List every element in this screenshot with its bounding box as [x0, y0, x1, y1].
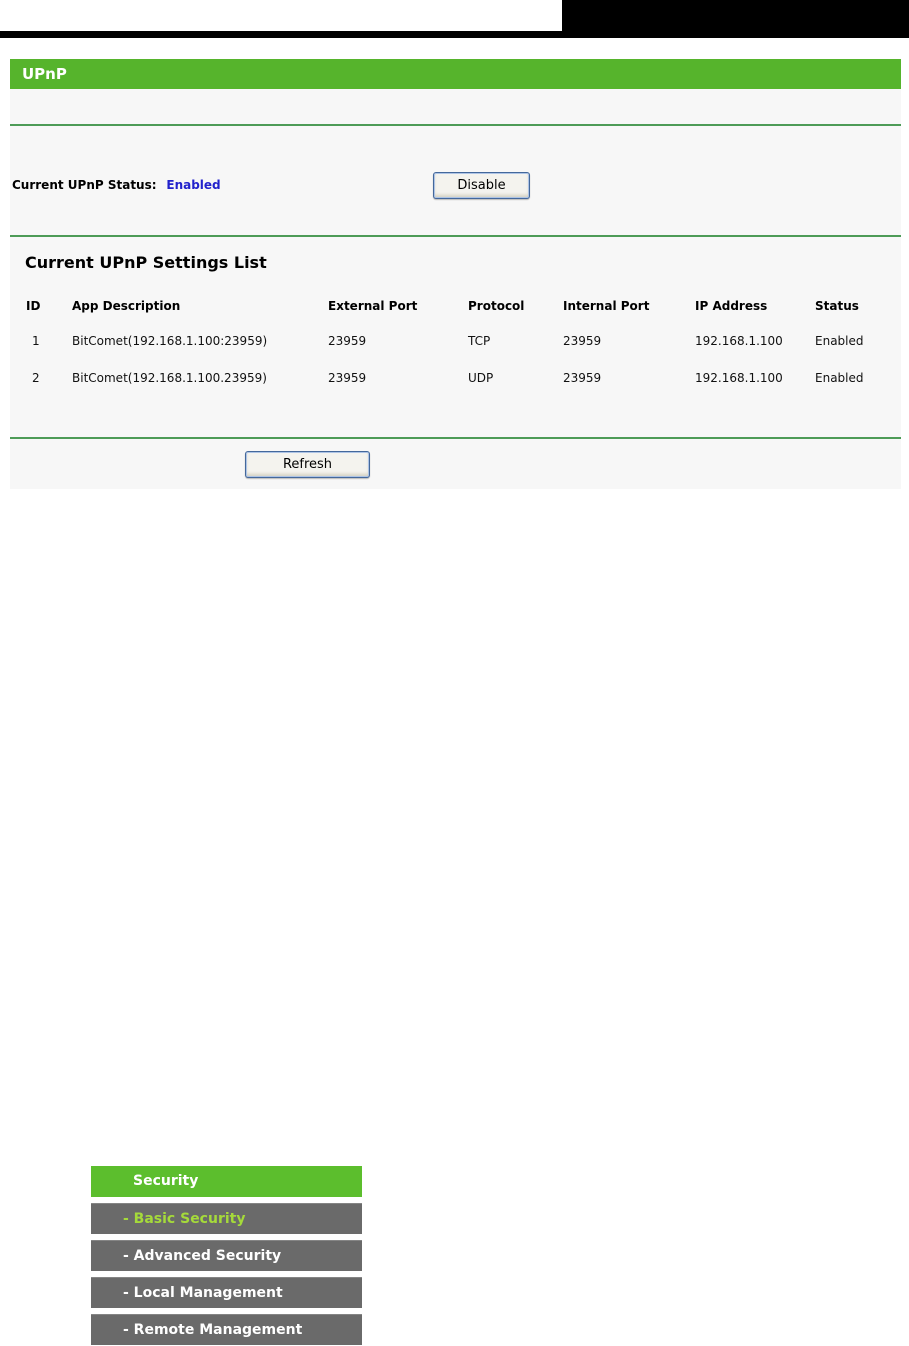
settings-list-heading: Current UPnP Settings List: [25, 253, 267, 272]
cell-id: 2: [32, 371, 40, 385]
cell-protocol: UDP: [468, 371, 494, 385]
section-title: UPnP: [22, 65, 67, 83]
refresh-button[interactable]: Refresh: [245, 451, 370, 478]
column-header-external-port: External Port: [328, 299, 418, 313]
menu-item-security[interactable]: Security: [91, 1166, 362, 1197]
cell-ip-address: 192.168.1.100: [695, 334, 783, 348]
menu-item-local-management[interactable]: - Local Management: [91, 1277, 362, 1308]
upnp-settings-table: [15, 296, 895, 405]
cell-ip-address: 192.168.1.100: [695, 371, 783, 385]
cell-status: Enabled: [815, 371, 864, 385]
menu-item-basic-security[interactable]: - Basic Security: [91, 1203, 362, 1234]
column-header-status: Status: [815, 299, 859, 313]
cell-external-port: 23959: [328, 334, 367, 348]
security-menu: [91, 1166, 362, 1346]
column-header-id: ID: [26, 299, 41, 313]
green-divider: [10, 235, 901, 237]
column-header-ip-address: IP Address: [695, 299, 768, 313]
column-header-internal-port: Internal Port: [563, 299, 650, 313]
upnp-status-row: [12, 178, 221, 193]
table-row: [15, 368, 895, 405]
cell-protocol: TCP: [468, 334, 491, 348]
menu-item-advanced-security[interactable]: - Advanced Security: [91, 1240, 362, 1271]
cell-internal-port: 23959: [563, 371, 602, 385]
cell-internal-port: 23959: [563, 334, 602, 348]
cell-app-description: BitComet(192.168.1.100.23959): [72, 371, 267, 385]
table-row: [15, 331, 895, 368]
cell-external-port: 23959: [328, 371, 367, 385]
column-header-app-description: App Description: [72, 299, 181, 313]
table-header-row: [15, 296, 895, 331]
menu-item-remote-management[interactable]: - Remote Management: [91, 1314, 362, 1345]
upnp-status-label: Current UPnP Status:: [12, 178, 157, 192]
disable-button[interactable]: Disable: [433, 172, 530, 199]
section-title-bar: [10, 59, 901, 89]
upnp-status-value: Enabled: [166, 178, 221, 192]
upnp-section: [10, 59, 901, 489]
content-panel: [10, 89, 901, 489]
cell-app-description: BitComet(192.168.1.100:23959): [72, 334, 268, 348]
cell-id: 1: [32, 334, 40, 348]
green-divider: [10, 437, 901, 439]
page-header-rule: [0, 31, 909, 38]
column-header-protocol: Protocol: [468, 299, 525, 313]
green-divider: [10, 124, 901, 126]
cell-status: Enabled: [815, 334, 864, 348]
